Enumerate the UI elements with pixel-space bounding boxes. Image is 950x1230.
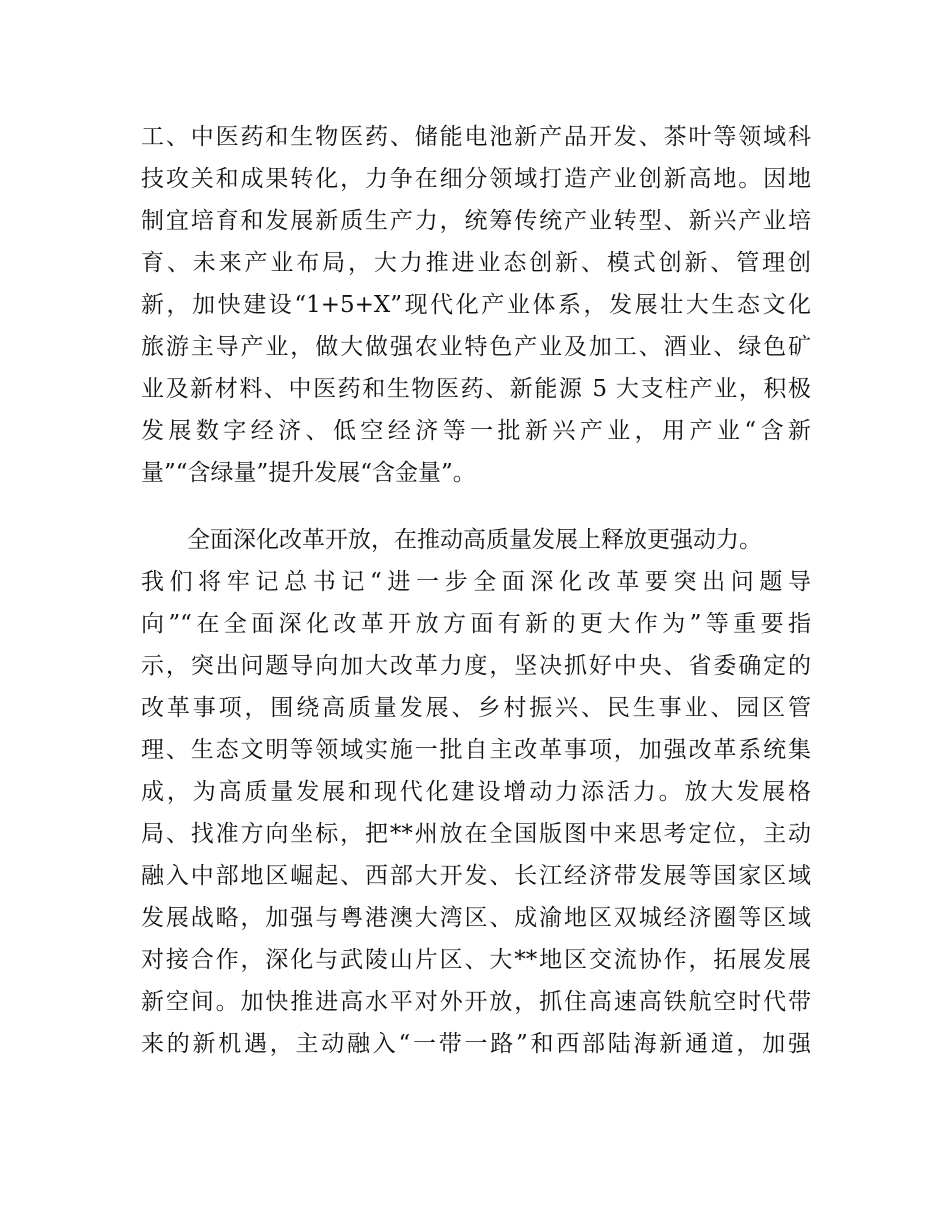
text-line: 成，为高质量发展和现代化建设增动力添活力。放大发展格 [141, 779, 811, 805]
paragraph-reform [141, 519, 811, 1065]
text-line: 融入中部地区崛起、西部大开发、长江经济带发展等国家区域 [141, 863, 811, 889]
text-line: 育、未来产业布局，大力推进业态创新、模式创新、管理创 [141, 250, 811, 276]
text-line: 改革事项，围绕高质量发展、乡村振兴、民生事业、园区管 [141, 695, 811, 721]
text-line: 理、生态文明等领域实施一批自主改革事项，加强改革系统集 [141, 737, 811, 763]
text-line: 制宜培育和发展新质生产力，统筹传统产业转型、新兴产业培 [141, 208, 811, 234]
text-line: 示，突出问题导向加大改革力度，坚决抓好中央、省委确定的 [141, 653, 811, 679]
text-line: 来的新机遇，主动融入“一带一路”和西部陆海新通道，加强 [141, 1031, 811, 1057]
text-line: 发展战略，加强与粤港澳大湾区、成渝地区双城经济圈等区域 [141, 905, 811, 931]
text-line: 对接合作，深化与武陵山片区、大**地区交流协作，拓展发展 [141, 947, 811, 973]
text-line: 向”“在全面深化改革开放方面有新的更大作为”等重要指 [141, 611, 811, 637]
text-line: 新，加快建设“1+5+X”现代化产业体系，发展壮大生态文化 [141, 292, 811, 318]
text-line: 我们将牢记总书记“进一步全面深化改革要突出问题导 [141, 569, 811, 595]
text-line: 发展数字经济、低空经济等一批新兴产业，用产业“含新 [141, 418, 811, 444]
text-line: 局、找准方向坐标，把**州放在全国版图中来思考定位，主动 [141, 821, 811, 847]
text-line: 量”“含绿量”提升发展“含金量”。 [141, 460, 476, 486]
text-line: 全面深化改革开放，在推动高质量发展上释放更强动力。 [187, 527, 762, 553]
paragraph-industry [141, 116, 811, 494]
text-line: 旅游主导产业，做大做强农业特色产业及加工、酒业、绿色矿 [141, 334, 811, 360]
text-line: 业及新材料、中医药和生物医药、新能源 5 大支柱产业，积极 [141, 376, 811, 402]
text-line: 技攻关和成果转化，力争在细分领域打造产业创新高地。因地 [141, 166, 811, 192]
text-line: 新空间。加快推进高水平对外开放，抓住高速高铁航空时代带 [141, 989, 811, 1015]
text-line: 工、中医药和生物医药、储能电池新产品开发、茶叶等领域科 [141, 124, 811, 150]
